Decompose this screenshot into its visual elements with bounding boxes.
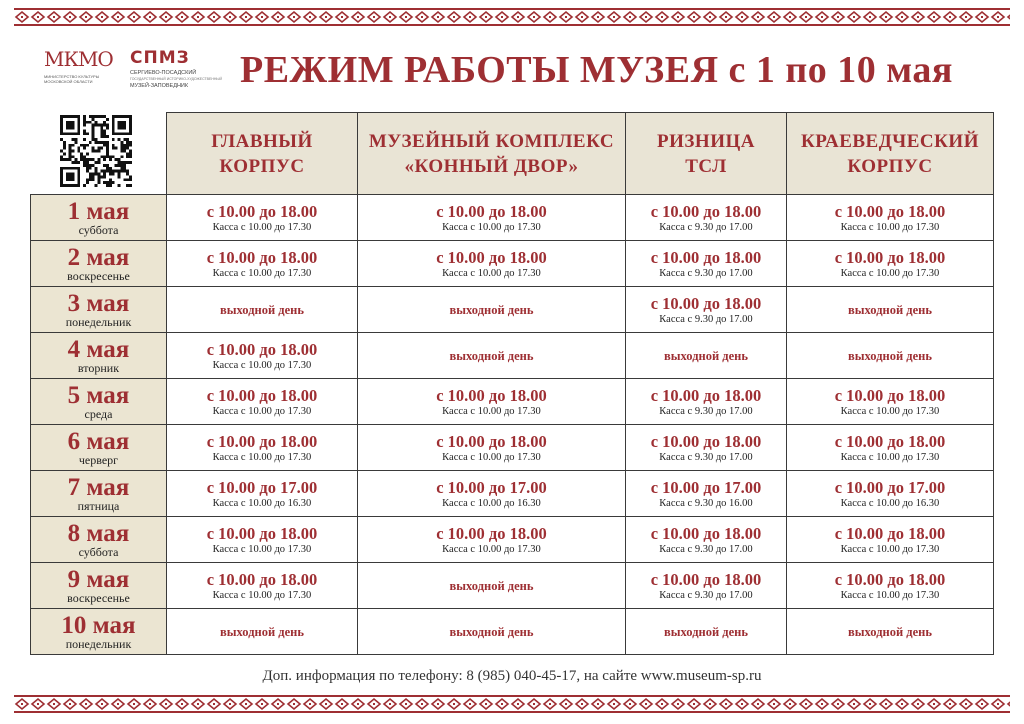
ticket-office-hours: Касса с 10.00 до 17.30	[840, 405, 940, 417]
schedule-row	[31, 241, 994, 287]
hours-cell	[358, 425, 626, 471]
ticket-office-hours: Касса с 10.00 до 17.30	[840, 589, 940, 601]
museum-logo-line1: СЕРГИЕВО-ПОСАДСКИЙ	[130, 70, 197, 76]
schedule-table	[30, 112, 994, 655]
schedule-row	[31, 195, 994, 241]
hours-cell	[167, 333, 358, 379]
hours-cell	[167, 241, 358, 287]
day-weekday: понедельник	[65, 636, 132, 651]
opening-hours: с 10.00 до 18.00	[650, 431, 762, 451]
ticket-office-hours: Касса с 9.30 до 16.00	[659, 497, 753, 509]
ticket-office-hours: Касса с 10.00 до 17.30	[442, 267, 541, 279]
day-date: 4 мая	[67, 335, 130, 363]
schedule-row	[31, 563, 994, 609]
opening-hours: с 10.00 до 18.00	[206, 201, 318, 221]
closed-label: выходной день	[220, 624, 304, 639]
museum-logo-mark: СПМЗ	[130, 48, 190, 68]
ticket-office-hours: Касса с 10.00 до 17.30	[212, 359, 312, 371]
day-cell	[31, 333, 167, 379]
museum-logo	[130, 48, 230, 90]
ticket-office-hours: Касса с 9.30 до 17.00	[659, 221, 753, 233]
ticket-office-hours: Касса с 10.00 до 17.30	[442, 543, 541, 555]
opening-hours: с 10.00 до 18.00	[834, 201, 946, 221]
hours-cell	[787, 517, 994, 563]
ticket-office-hours: Касса с 10.00 до 17.30	[212, 405, 312, 417]
opening-hours: с 10.00 до 18.00	[650, 569, 762, 589]
hours-cell	[167, 471, 358, 517]
day-cell	[31, 379, 167, 425]
ticket-office-hours: Касса с 10.00 до 17.30	[212, 589, 312, 601]
hours-cell	[167, 563, 358, 609]
ticket-office-hours: Касса с 9.30 до 17.00	[659, 405, 753, 417]
hours-cell	[167, 287, 358, 333]
schedule-row	[31, 379, 994, 425]
ministry-logo-caption: МИНИСТЕРСТВО КУЛЬТУРЫ МОСКОВСКОЙ ОБЛАСТИ	[44, 74, 100, 84]
hours-cell	[787, 379, 994, 425]
column-header-main-building: ГЛАВНЫЙ КОРПУС	[167, 113, 358, 195]
logos	[44, 48, 224, 108]
ticket-office-hours: Касса с 9.30 до 17.00	[659, 543, 753, 555]
page-title: РЕЖИМ РАБОТЫ МУЗЕЯ с 1 по 10 мая	[240, 49, 953, 91]
opening-hours: с 10.00 до 18.00	[650, 523, 762, 543]
opening-hours: с 10.00 до 17.00	[834, 477, 946, 497]
museum-logo-line3: МУЗЕЙ-ЗАПОВЕДНИК	[130, 83, 189, 89]
closed-label: выходной день	[848, 348, 932, 363]
hours-cell	[626, 609, 787, 655]
hours-cell	[787, 425, 994, 471]
hours-cell	[787, 241, 994, 287]
opening-hours: с 10.00 до 18.00	[436, 431, 547, 451]
ticket-office-hours: Касса с 10.00 до 17.30	[212, 543, 312, 555]
opening-hours: с 10.00 до 18.00	[650, 385, 762, 405]
hours-cell	[358, 333, 626, 379]
day-date: 7 мая	[67, 473, 130, 501]
column-header-sacristy: РИЗНИЦА ТСЛ	[626, 113, 787, 195]
ticket-office-hours: Касса с 10.00 до 17.30	[840, 543, 940, 555]
closed-label: выходной день	[220, 302, 304, 317]
opening-hours: с 10.00 до 18.00	[650, 247, 762, 267]
day-weekday: пятница	[77, 498, 120, 513]
opening-hours: с 10.00 до 18.00	[436, 385, 547, 405]
ticket-office-hours: Касса с 10.00 до 17.30	[212, 221, 312, 233]
closed-label: выходной день	[664, 348, 748, 363]
hours-cell	[626, 563, 787, 609]
closed-label: выходной день	[449, 302, 534, 317]
opening-hours: с 10.00 до 17.00	[650, 477, 762, 497]
day-date: 5 мая	[67, 381, 130, 409]
hours-cell	[626, 241, 787, 287]
opening-hours: с 10.00 до 18.00	[834, 385, 946, 405]
ticket-office-hours: Касса с 10.00 до 17.30	[442, 221, 541, 233]
schedule-row	[31, 287, 994, 333]
ticket-office-hours: Касса с 9.30 до 17.00	[659, 313, 753, 325]
opening-hours: с 10.00 до 18.00	[650, 201, 762, 221]
closed-label: выходной день	[449, 624, 534, 639]
opening-hours: с 10.00 до 18.00	[206, 247, 318, 267]
ticket-office-hours: Касса с 10.00 до 17.30	[212, 451, 312, 463]
hours-cell	[358, 287, 626, 333]
closed-label: выходной день	[848, 624, 932, 639]
opening-hours: с 10.00 до 18.00	[206, 339, 318, 359]
day-weekday: суббота	[78, 222, 119, 237]
day-cell	[31, 425, 167, 471]
day-cell	[31, 195, 167, 241]
opening-hours: с 10.00 до 18.00	[436, 247, 547, 267]
day-date: 3 мая	[67, 289, 130, 317]
column-header-horse-yard: МУЗЕЙНЫЙ КОМПЛЕКС «КОННЫЙ ДВОР»	[358, 113, 626, 195]
hours-cell	[167, 379, 358, 425]
day-cell	[31, 241, 167, 287]
hours-cell	[787, 471, 994, 517]
hours-cell	[787, 195, 994, 241]
day-weekday: черверг	[78, 452, 119, 467]
hours-cell	[626, 517, 787, 563]
ornament-border-top	[14, 8, 1010, 26]
hours-cell	[626, 425, 787, 471]
day-date: 1 мая	[67, 197, 130, 225]
qr-code-icon[interactable]	[60, 115, 132, 187]
day-weekday: воскресенье	[67, 590, 130, 605]
hours-cell	[626, 287, 787, 333]
day-date: 9 мая	[67, 565, 130, 593]
ministry-logo-mark: МКМО	[44, 47, 113, 71]
day-weekday: понедельник	[65, 314, 132, 329]
day-weekday: вторник	[77, 360, 120, 375]
schedule-row	[31, 609, 994, 655]
opening-hours: с 10.00 до 18.00	[436, 523, 547, 543]
opening-hours: с 10.00 до 17.00	[206, 477, 318, 497]
hours-cell	[167, 425, 358, 471]
day-cell	[31, 287, 167, 333]
closed-label: выходной день	[449, 578, 534, 593]
ticket-office-hours: Касса с 9.30 до 17.00	[659, 267, 753, 279]
ticket-office-hours: Касса с 9.30 до 17.00	[659, 589, 753, 601]
hours-cell	[787, 609, 994, 655]
hours-cell	[358, 241, 626, 287]
hours-cell	[167, 517, 358, 563]
ticket-office-hours: Касса с 10.00 до 17.30	[840, 221, 940, 233]
ticket-office-hours: Касса с 10.00 до 16.30	[212, 497, 312, 509]
hours-cell	[626, 195, 787, 241]
hours-cell	[358, 609, 626, 655]
ticket-office-hours: Касса с 10.00 до 16.30	[442, 497, 541, 509]
ticket-office-hours: Касса с 10.00 до 17.30	[442, 451, 541, 463]
day-weekday: среда	[84, 406, 113, 421]
closed-label: выходной день	[449, 348, 534, 363]
hours-cell	[787, 333, 994, 379]
opening-hours: с 10.00 до 17.00	[436, 477, 547, 497]
ticket-office-hours: Касса с 10.00 до 17.30	[212, 267, 312, 279]
hours-cell	[167, 609, 358, 655]
hours-cell	[167, 195, 358, 241]
header-row	[31, 113, 994, 195]
opening-hours: с 10.00 до 18.00	[834, 431, 946, 451]
ticket-office-hours: Касса с 10.00 до 16.30	[840, 497, 940, 509]
ticket-office-hours: Касса с 9.30 до 17.00	[659, 451, 753, 463]
ticket-office-hours: Касса с 10.00 до 17.30	[840, 267, 940, 279]
hours-cell	[787, 563, 994, 609]
ticket-office-hours: Касса с 10.00 до 17.30	[840, 451, 940, 463]
hours-cell	[626, 333, 787, 379]
hours-cell	[358, 195, 626, 241]
day-cell	[31, 517, 167, 563]
museum-logo-line2: ГОСУДАРСТВЕННЫЙ ИСТОРИКО-ХУДОЖЕСТВЕННЫЙ	[130, 77, 222, 81]
day-cell	[31, 471, 167, 517]
opening-hours: с 10.00 до 18.00	[206, 385, 318, 405]
schedule-row	[31, 333, 994, 379]
opening-hours: с 10.00 до 18.00	[650, 293, 762, 313]
opening-hours: с 10.00 до 18.00	[206, 569, 318, 589]
schedule-row	[31, 471, 994, 517]
opening-hours: с 10.00 до 18.00	[206, 523, 318, 543]
hours-cell	[358, 517, 626, 563]
opening-hours: с 10.00 до 18.00	[206, 431, 318, 451]
ticket-office-hours: Касса с 10.00 до 17.30	[442, 405, 541, 417]
opening-hours: с 10.00 до 18.00	[834, 569, 946, 589]
day-date: 10 мая	[61, 611, 136, 639]
day-cell	[31, 609, 167, 655]
hours-cell	[626, 379, 787, 425]
opening-hours: с 10.00 до 18.00	[834, 247, 946, 267]
hours-cell	[358, 379, 626, 425]
schedule-row	[31, 517, 994, 563]
hours-cell	[358, 471, 626, 517]
day-weekday: воскресенье	[67, 268, 130, 283]
day-date: 8 мая	[67, 519, 130, 547]
day-cell	[31, 563, 167, 609]
hours-cell	[787, 287, 994, 333]
hours-cell	[626, 471, 787, 517]
opening-hours: с 10.00 до 18.00	[834, 523, 946, 543]
contact-info: Доп. информация по телефону: 8 (985) 040-45-17, на сайте www.museum-sp.ru	[262, 668, 762, 684]
ornament-border-bottom	[14, 695, 1010, 713]
day-weekday: суббота	[78, 544, 119, 559]
day-date: 2 мая	[67, 243, 130, 271]
closed-label: выходной день	[664, 624, 748, 639]
day-date: 6 мая	[67, 427, 130, 455]
closed-label: выходной день	[848, 302, 932, 317]
column-header-local-history: КРАЕВЕДЧЕСКИЙ КОРПУС	[787, 113, 994, 195]
schedule-row	[31, 425, 994, 471]
hours-cell	[358, 563, 626, 609]
opening-hours: с 10.00 до 18.00	[436, 201, 547, 221]
ministry-logo	[44, 48, 114, 84]
